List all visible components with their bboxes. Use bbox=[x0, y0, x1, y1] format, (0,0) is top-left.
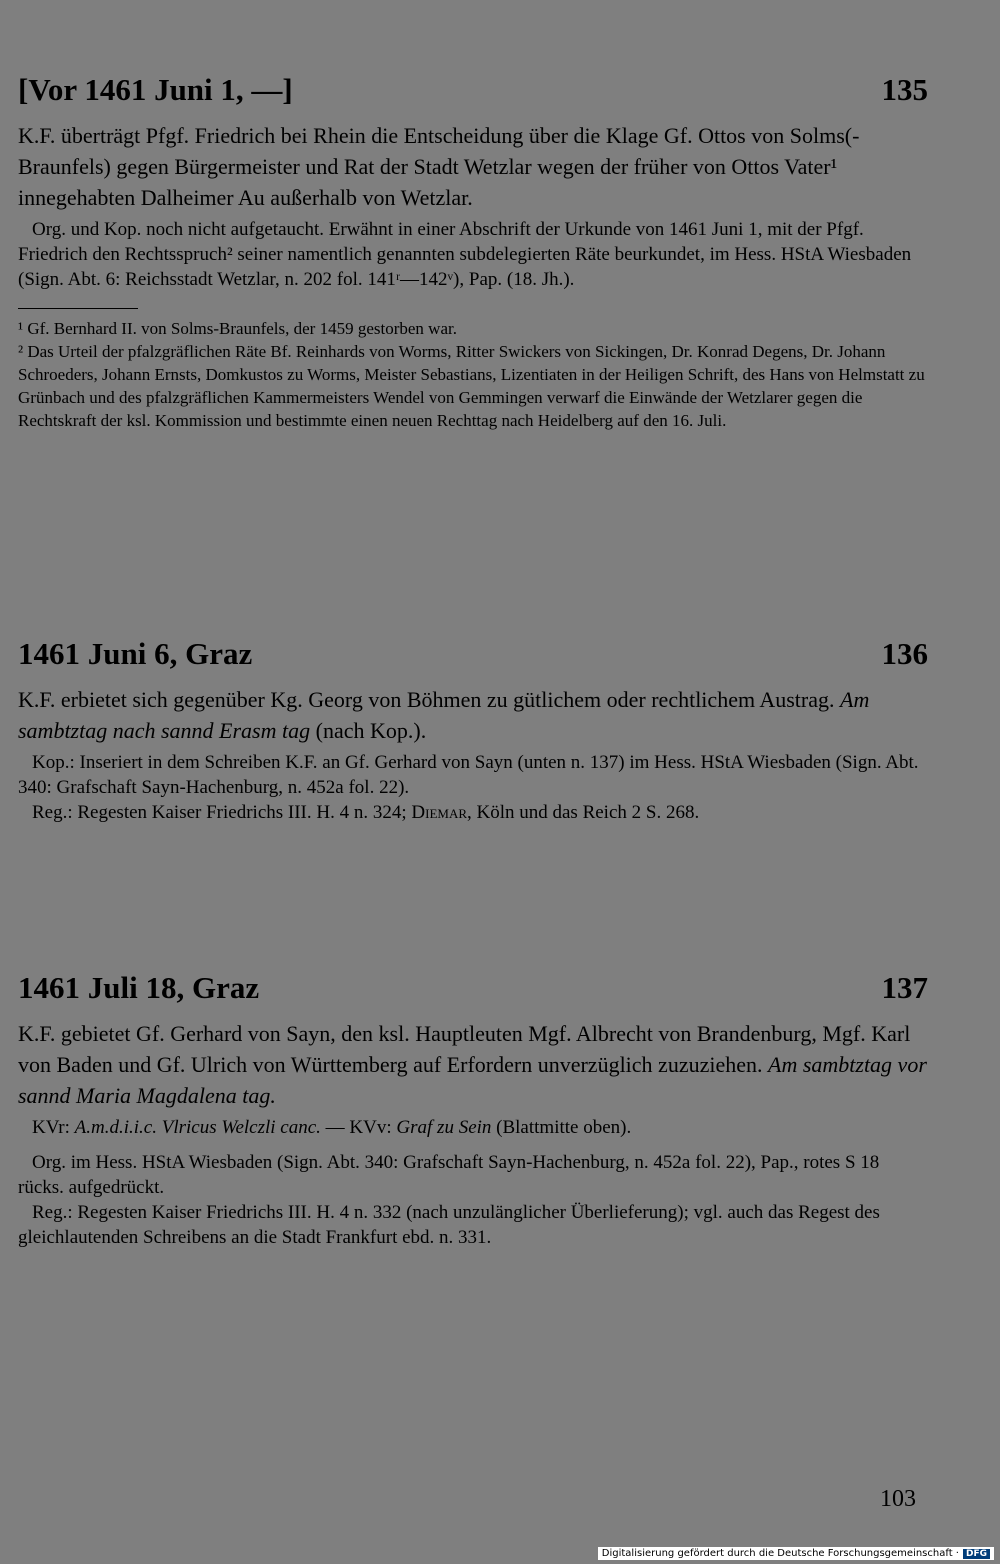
entry-regest: Reg.: Regesten Kaiser Friedrichs III. H. 4 n. 332 (nach unzulänglicher Überlieferung); vgl. auch das Regest des gleichlautenden Schreibens an die Stadt Frankfurt ebd. n. 331. bbox=[18, 1202, 880, 1248]
entry-summary: K.F. überträgt Pfgf. Friedrich bei Rhein die Entscheidung über die Klage Gf. Ottos von Solms(-Braunfels) gegen Bürgermeister und Rat der Stadt Wetzlar wegen der früher von Ottos Vater¹ innegehabten Dalheimer Au außerhalb von Wetzlar. bbox=[18, 123, 860, 210]
entry-date: [Vor 1461 Juni 1, —] bbox=[18, 72, 293, 107]
summary-tail: (nach Kop.). bbox=[315, 718, 427, 743]
entry-note: Org. und Kop. noch nicht aufgetaucht. Erwähnt in einer Abschrift der Urkunde von 1461 Juni 1, mit der Pfgf. Friedrich den Rechtsspruch² seiner namentlich genannten subdelegierten Räte beurkundet, im Hess. HStA Wiesbaden (Sign. Abt. 6: Reichsstadt Wetzlar, n. 202 fol. 141ʳ—142ᵛ), Pap. (18. Jh.). bbox=[18, 219, 912, 290]
entry-kanzleivermerk bbox=[18, 1115, 928, 1140]
regest-suffix: , Köln und das Reich 2 S. 268. bbox=[467, 802, 700, 823]
summary-text: K.F. erbietet sich gegenüber Kg. Georg von Böhmen zu gütlichem oder rechtlichem Austrag. bbox=[18, 687, 835, 712]
footer-text: Digitalisierung gefördert durch die Deutsche Forschungsgemeinschaft · bbox=[601, 1548, 959, 1559]
kvv-text: Graf zu Sein bbox=[396, 1117, 492, 1138]
dfg-logo: DFG bbox=[963, 1549, 990, 1559]
kvr-label: KVr: bbox=[32, 1117, 70, 1138]
funding-footer bbox=[598, 1547, 994, 1560]
entry-137 bbox=[18, 970, 928, 1250]
summary-dating: Am sambtztag vor sannd Maria Magdalena tag. bbox=[18, 1052, 927, 1108]
entry-summary bbox=[18, 1018, 928, 1111]
footnote-rule bbox=[18, 308, 138, 309]
regest-author: Diemar bbox=[411, 802, 467, 823]
entry-heading bbox=[18, 970, 928, 1006]
footnote: ¹ Gf. Bernhard II. von Solms-Braunfels, der 1459 gestorben war. bbox=[18, 319, 457, 338]
entry-note: Org. im Hess. HStA Wiesbaden (Sign. Abt. 340: Grafschaft Sayn-Hachenburg, n. 452a fol. 22), Pap., rotes S 18 rücks. aufgedrückt. bbox=[18, 1152, 880, 1198]
page-number: 103 bbox=[880, 1486, 916, 1512]
entry-number: 137 bbox=[881, 970, 928, 1005]
kvr-text: A.m.d.i.i.c. Vlricus Welczli canc. bbox=[74, 1117, 321, 1138]
regest-prefix: Reg.: Regesten Kaiser Friedrichs III. H. 4 n. 324; bbox=[32, 802, 407, 823]
summary-dating: Am sambtztag nach sannd Erasm tag bbox=[18, 687, 870, 743]
entry-summary bbox=[18, 684, 928, 746]
entry-date: 1461 Juni 6, Graz bbox=[18, 636, 253, 671]
entry-date: 1461 Juli 18, Graz bbox=[18, 970, 260, 1005]
entry-note: Kop.: Inseriert in dem Schreiben K.F. an Gf. Gerhard von Sayn (unten n. 137) im Hess. HStA Wiesbaden (Sign. Abt. 340: Grafschaft Sayn-Hachenburg, n. 452a fol. 22). bbox=[18, 752, 919, 798]
kvv-tail: (Blattmitte oben). bbox=[496, 1117, 632, 1138]
entry-regest bbox=[18, 800, 928, 825]
kvv-label: — KVv: bbox=[325, 1117, 392, 1138]
entry-135 bbox=[18, 72, 928, 432]
summary-text: K.F. gebietet Gf. Gerhard von Sayn, den ksl. Hauptleuten Mgf. Albrecht von Brandenburg, Mgf. Karl von Baden und Gf. Ulrich von Württemberg auf Erfordern unverzüglich zuzuziehen. bbox=[18, 1021, 911, 1077]
entry-136 bbox=[18, 636, 928, 825]
entry-heading bbox=[18, 72, 928, 108]
entry-number: 136 bbox=[881, 636, 928, 671]
footnote: ² Das Urteil der pfalzgräflichen Räte Bf. Reinhards von Worms, Ritter Swickers von Sickingen, Dr. Konrad Degens, Dr. Johann Schroeders, Johann Ernsts, Domkustos zu Worms, Meister Sebastians, Lizentiaten in der Heiligen Schrift, des Hans von Helmstatt zu Grünbach und des pfalzgräflichen Kammermeisters Wendel von Gemmingen verwarf die Einwände der Wetzlarer gegen die Rechtskraft der ksl. Kommission und bestimmte einen neuen Rechttag nach Heidelberg auf den 16. Juli. bbox=[18, 342, 925, 430]
entry-heading bbox=[18, 636, 928, 672]
entry-number: 135 bbox=[881, 72, 928, 107]
